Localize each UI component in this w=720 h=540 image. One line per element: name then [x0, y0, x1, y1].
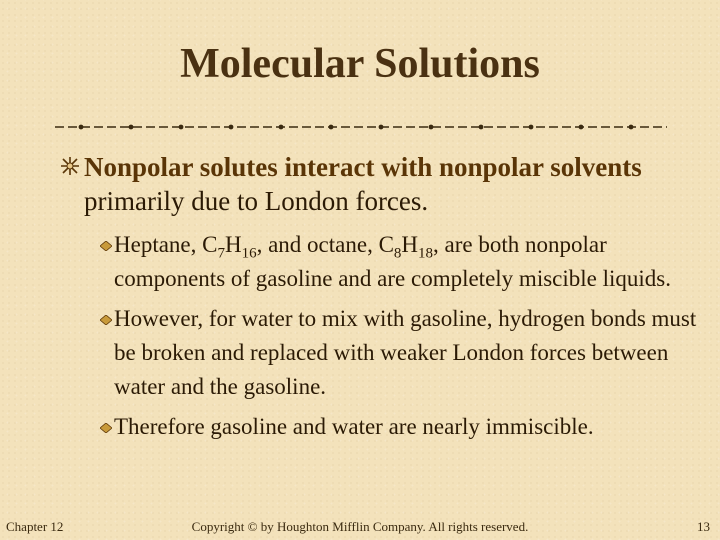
diamond-bullet-icon — [100, 315, 112, 325]
sub-bullet-text: Therefore gasoline and water are nearly immiscible. — [114, 414, 594, 439]
sub-bullet-list — [100, 228, 705, 450]
list-item — [100, 228, 705, 296]
main-bullet — [60, 150, 680, 218]
sub-bullet-text: However, for water to mix with gasoline, hydrogen bonds must be broken and replaced with weaker London forces between water and the gasoline. — [114, 306, 697, 399]
list-item — [100, 302, 705, 404]
star-bullet-icon — [60, 156, 80, 176]
diamond-bullet-icon — [100, 423, 112, 433]
footer-chapter: Chapter 12 — [6, 519, 64, 534]
title-divider — [55, 122, 667, 132]
list-item — [100, 410, 705, 444]
slide-title: Molecular Solutions — [180, 41, 540, 87]
main-bullet-emphasis: Nonpolar solutes interact with nonpolar solvents — [84, 152, 642, 182]
main-bullet-text — [84, 150, 680, 218]
main-bullet-rest: primarily due to London forces. — [84, 186, 429, 216]
diamond-bullet-icon — [100, 241, 112, 251]
sub-bullet-text: Heptane, $C_7H_{16}$, and octane, $C_8H_{18}$, are both nonpolar components of gasoline and are completely miscible liquids. — [114, 232, 671, 291]
footer-copyright: Copyright © by Houghton Mifflin Company. All rights reserved. — [191, 519, 529, 534]
slide-number: 13 — [697, 519, 710, 534]
